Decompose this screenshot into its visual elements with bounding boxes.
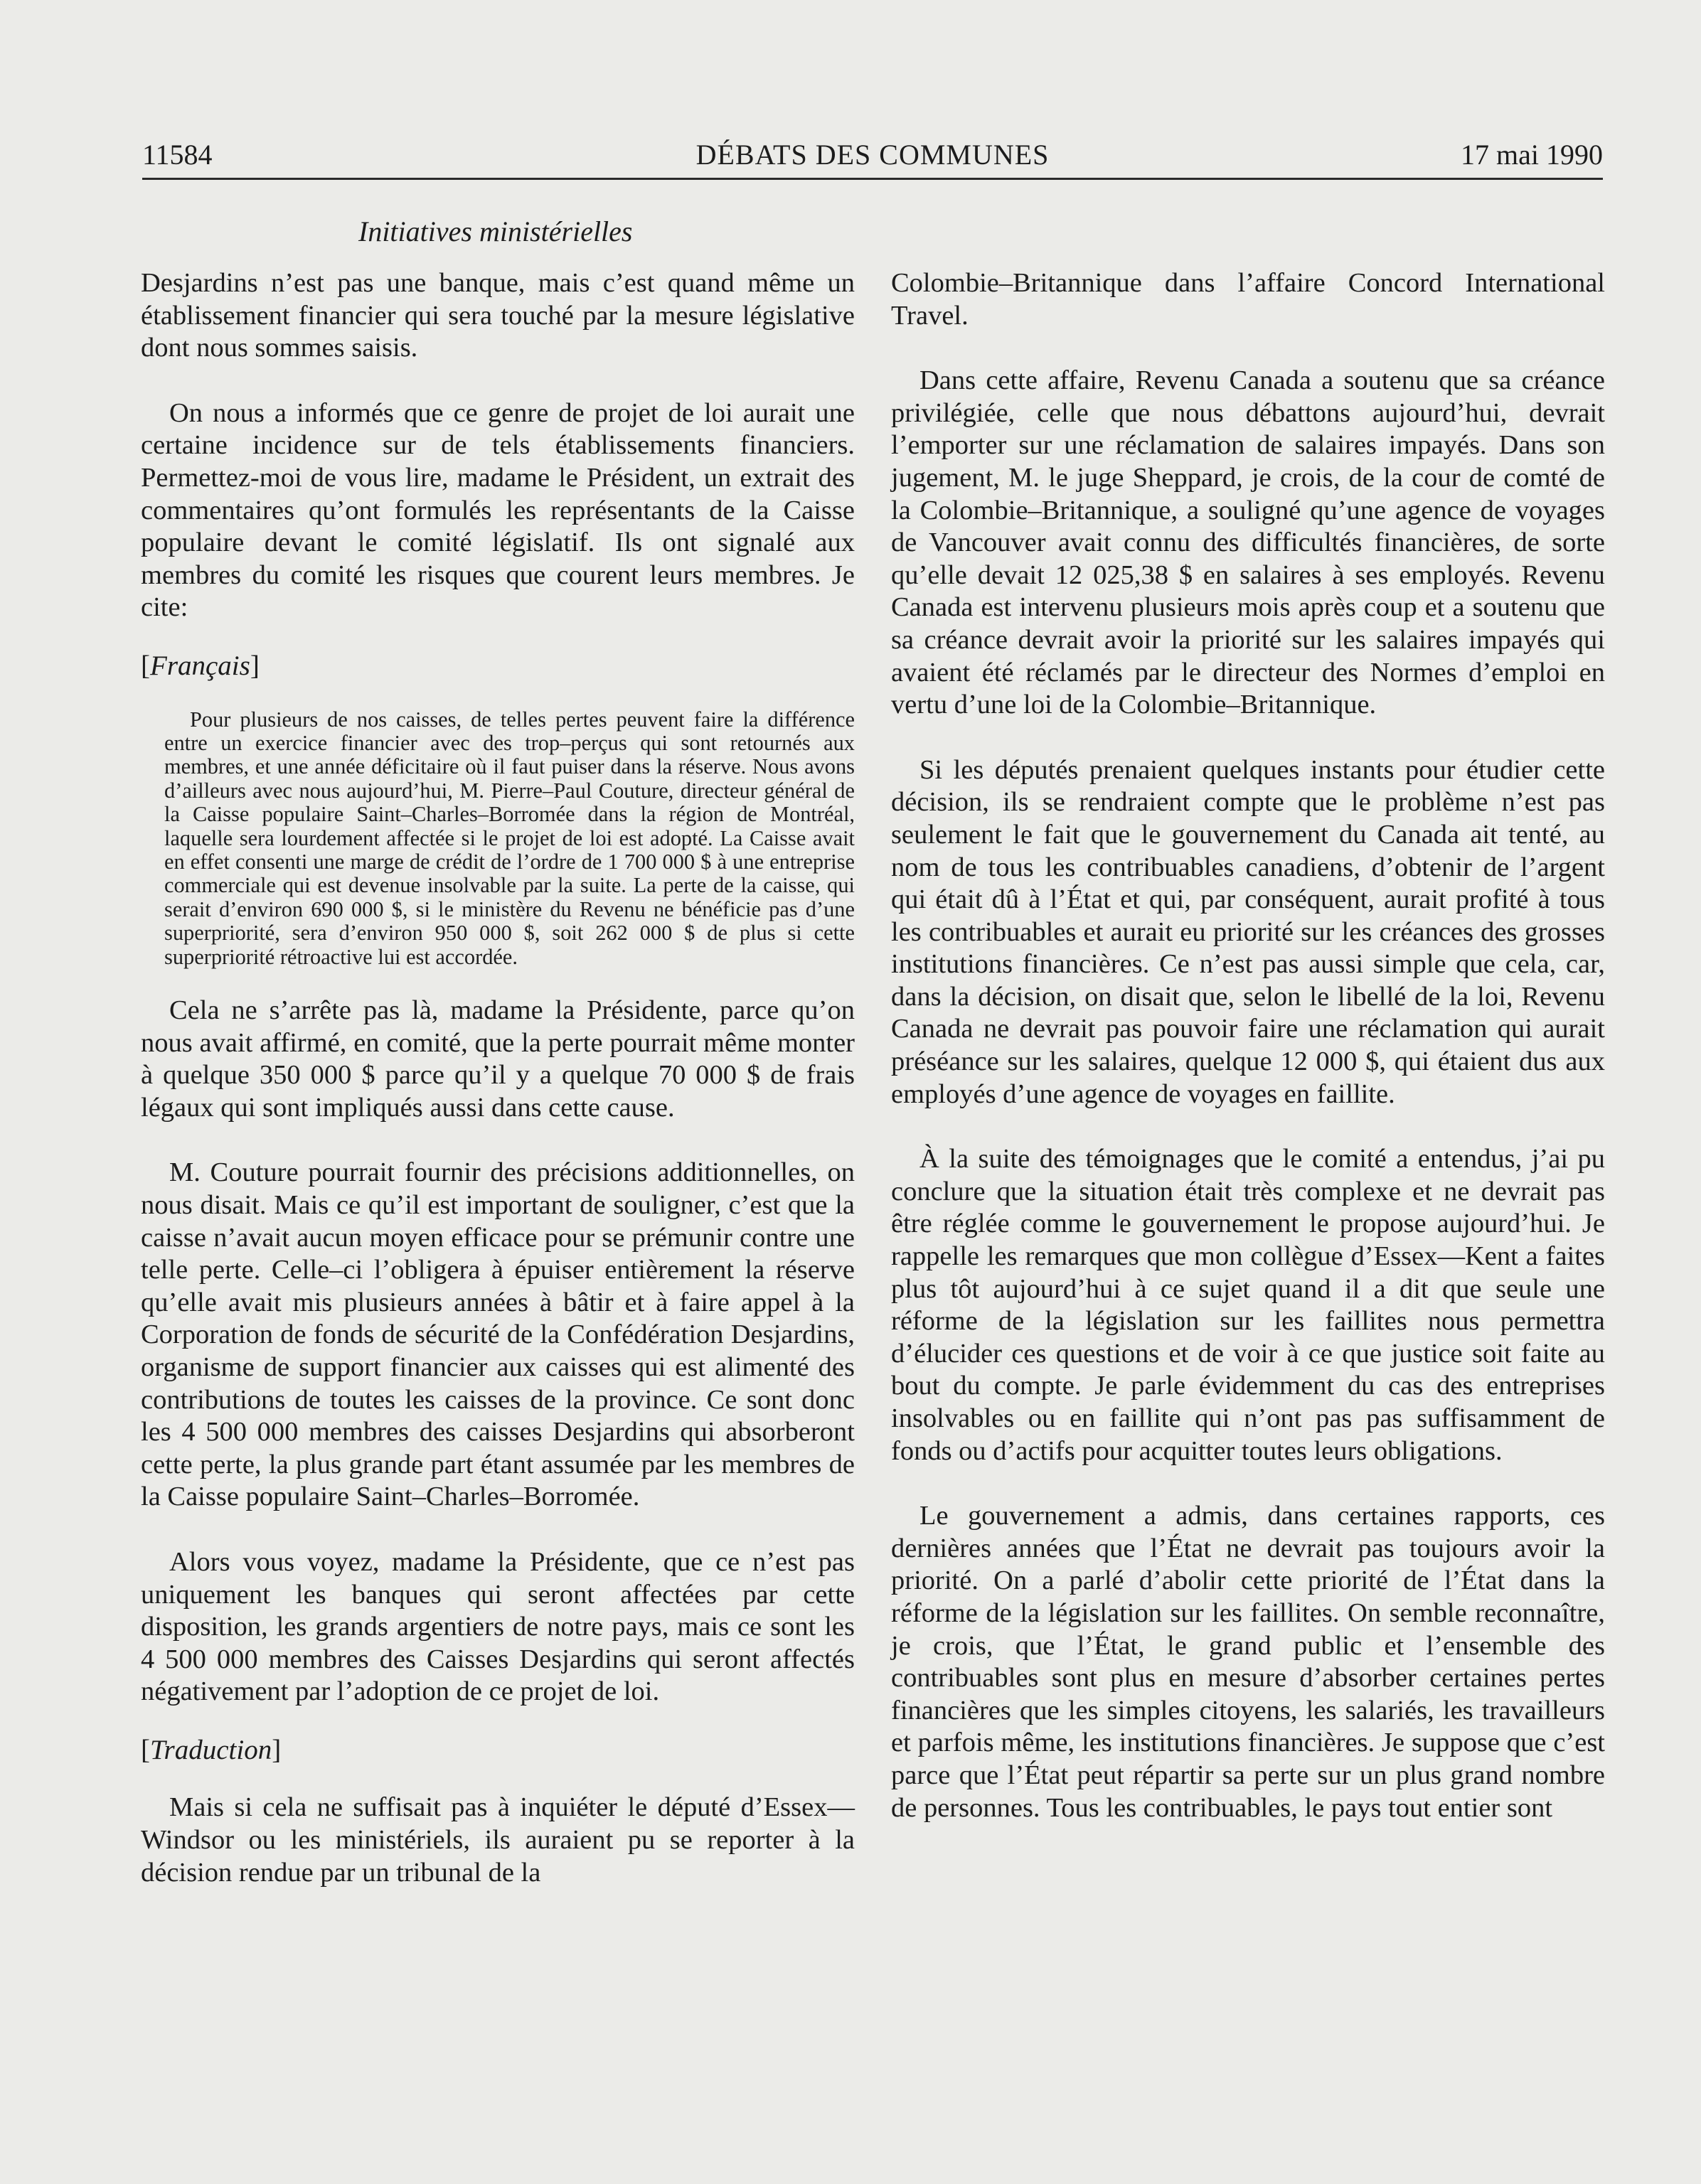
paragraph: Si les députés prenaient quelques instants pour étudier cette décision, ils se rendraient compte que le problème n’est pas seulement le fait que le gouvernement du Canada ait tenté, au nom de tous les contribuables canadiens, d’obtenir de l’argent qui était dû à l’État et qui, par conséquent, aurait profité à tous les contribuables et aurait eu priorité sur les créances des grosses institutions financières. Ce n’est pas aussi simple que cela, car, dans la décision, on disait que, selon le libellé de la loi, Revenu Canada ne devrait pas pouvoir faire une réclamation qui aurait préséance sur les salaires, quelque 12 000 $, qui étaient dus aux employés d’une agence de voyages en faillite. xyxy=(891,754,1605,1109)
language-marker-label: Français xyxy=(150,650,250,681)
paragraph: Dans cette affaire, Revenu Canada a soutenu que sa créance privilégiée, celle que nous débattons aujourd’hui, devrait l’emporter sur une réclamation de salaires impayés. Dans son jugement, M. le juge Sheppard, je crois, de la cour de comté de la Colombie–Britannique, a souligné qu’une agence de voyages de Vancouver avait connu des difficultés financières, de sorte qu’elle devait 12 025,38 $ en salaires à ses employés. Revenu Canada est intervenu plusieurs mois après coup et a soutenu que sa créance devrait avoir la priorité sur les salaires impayés qui avaient été réclamés par le directeur des Normes d’emploi en vertu d’une loi de la Colombie–Britannique. xyxy=(891,365,1605,720)
section-title: Initiatives ministérielles xyxy=(358,215,633,247)
publication-date: 17 mai 1990 xyxy=(1461,139,1603,171)
paragraph: Colombie–Britannique dans l’affaire Concord International Travel. xyxy=(891,268,1605,331)
paragraph: On nous a informés que ce genre de projet de loi aurait une certaine incidence sur de tels établissements financiers. Permettez-moi de vous lire, madame le Président, un extrait des commentaires qu’ont formulés les représentants de la Caisse populaire devant le comité législatif. Ils ont signalé aux membres du comité les risques que courent leurs membres. Je cite: xyxy=(141,397,855,623)
page-number: 11584 xyxy=(142,139,213,171)
block-quote: Pour plusieurs de nos caisses, de telles pertes peuvent faire la différence entre un exercice financier avec des trop–perçus qui sont retournés aux membres, et une année déficitaire où il faut puiser dans la réserve. Nous avons d’ailleurs avec nous aujourd’hui, M. Pierre–Paul Couture, directeur général de la Caisse populaire Saint–Charles–Borromée dans la région de Montréal, laquelle sera lourdement affectée si le projet de loi est adopté. La Caisse avait en effet consenti une marge de crédit de l’ordre de 1 700 000 $ à une entreprise commerciale qui est devenue insolvable par la suite. La perte de la caisse, qui serait d’environ 690 000 $, si le ministère du Revenu ne bénéficie pas d’une superpriorité, sera d’environ 950 000 $, soit 262 000 $ de plus si cette superpriorité rétroactive lui est accordée. xyxy=(164,707,855,969)
paragraph: Cela ne s’arrête pas là, madame la Présidente, parce qu’on nous avait affirmé, en comité, que la perte pourrait même monter à quelque 350 000 $ parce qu’il y a quelque 70 000 $ de frais légaux qui sont impliqués aussi dans cette cause. xyxy=(141,995,855,1123)
paragraph: Desjardins n’est pas une banque, mais c’est quand même un établissement financier qui sera touché par la mesure législative dont nous sommes saisis. xyxy=(141,268,855,363)
language-marker: [Traduction] xyxy=(141,1734,282,1765)
paragraph: Mais si cela ne suffisait pas à inquiéter le député d’Essex—Windsor ou les ministériels, ils auraient pu se reporter à la décision rendue par un tribunal de la xyxy=(141,1792,855,1888)
paragraph: Alors vous voyez, madame la Présidente, que ce n’est pas uniquement les banques qui seront affectées par cette disposition, les grands argentiers de notre pays, mais ce sont les 4 500 000 membres des Caisses Desjardins qui seront affectés négativement par l’adoption de ce projet de loi. xyxy=(141,1546,855,1707)
left-column xyxy=(141,267,855,1889)
paragraph: À la suite des témoignages que le comité a entendus, j’ai pu conclure que la situation était très complexe et ne devrait pas être réglée comme le gouvernement le propose aujourd’hui. Je rappelle les remarques que mon collègue d’Essex—Kent a faites plus tôt aujourd’hui à ce sujet quand il a dit que seule une réforme de la législation sur les faillites nous permettra d’élucider ces questions et de voir à ce que justice soit faite au bout du compte. Je parle évidemment du cas des entreprises insolvables ou en faillite qui n’ont pas pas suffisamment de fonds ou d’actifs pour acquitter toutes leurs obligations. xyxy=(891,1144,1605,1466)
paragraph: M. Couture pourrait fournir des précisions additionnelles, on nous disait. Mais ce qu’il est important de souligner, c’est que la caisse n’avait aucun moyen efficace pour se prémunir contre une telle perte. Celle–ci l’obligera à épuiser entièrement la réserve qu’elle avait mis plusieurs années à bâtir et à faire appel à la Corporation de fonds de sécurité de la Confédération Desjardins, organisme de support financier aux caisses qui est alimenté des contributions de toutes les caisses de la province. Ce sont donc les 4 500 000 membres des caisses Desjardins qui absorberont cette perte, la plus grande part étant assumée par les membres de la Caisse populaire Saint–Charles–Borromée. xyxy=(141,1157,855,1512)
page-header xyxy=(142,135,1603,180)
publication-title: DÉBATS DES COMMUNES xyxy=(695,139,1050,171)
language-marker-label: Traduction xyxy=(150,1734,272,1765)
paragraph: Le gouvernement a admis, dans certaines rapports, ces dernières années que l’État ne devrait pas toujours avoir la priorité. On a parlé d’abolir cette priorité de l’État dans la réforme de la législation sur les faillites. On semble reconnaître, je crois, que l’État, le grand public et l’ensemble des contribuables sont plus en mesure d’absorber certaines pertes financières que les simples citoyens, les salariés, les travailleurs et parfois même, les institutions financières. Je suppose que c’est parce que l’État peut répartir sa perte sur un plus grand nombre de personnes. Tous les contribuables, le pays tout entier sont xyxy=(891,1501,1605,1823)
right-column xyxy=(891,267,1605,1824)
language-marker: [Français] xyxy=(141,650,260,681)
